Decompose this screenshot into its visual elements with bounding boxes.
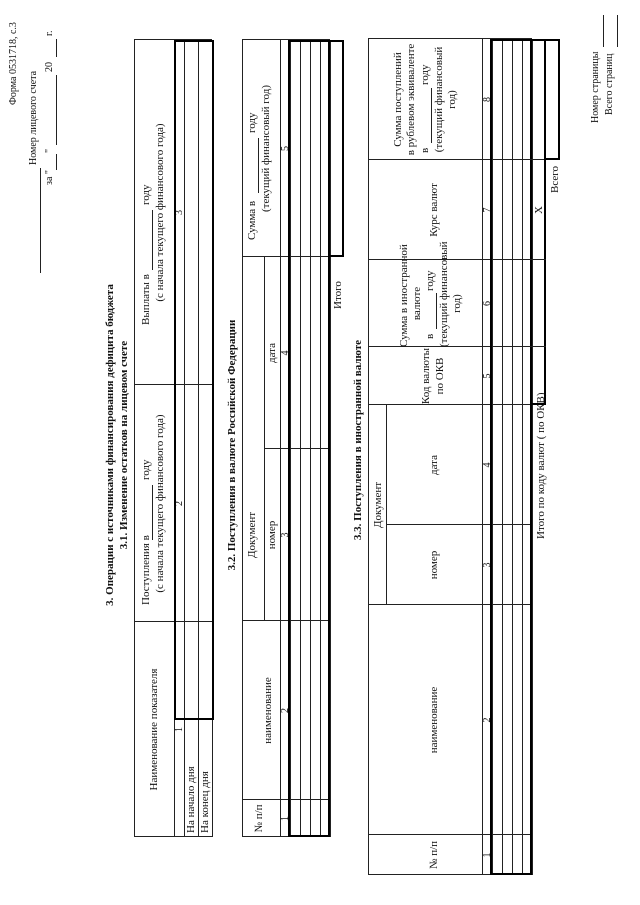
- total-pages-label: Всего страниц: [604, 53, 615, 115]
- t33-rub-l3b: году: [419, 64, 431, 85]
- t33-okv-l2: по ОКВ: [434, 357, 446, 395]
- t32-col-no: № п/п: [253, 804, 265, 833]
- t32-total-label: Итого: [332, 281, 344, 309]
- t31-num-3: 3: [174, 210, 185, 215]
- t33-num-7: 7: [482, 207, 493, 213]
- t31-col2-prefix: Поступления в: [140, 535, 152, 605]
- section-3-3-title: 3.3. Поступления в иностранной валюте: [352, 339, 364, 541]
- t33-total-okv-label: Итого по коду валют ( по ОКВ): [535, 392, 547, 539]
- t32-num-1: 1: [280, 816, 291, 821]
- year-suffix: г.: [44, 30, 55, 36]
- t33-rub-l5: год): [446, 90, 458, 109]
- t31-col-name-header: Наименование показателя: [148, 668, 160, 791]
- account-label: Номер лицевого счета: [28, 70, 39, 165]
- t33-data-area[interactable]: [490, 39, 532, 875]
- form-number: Форма 0531718, с.3: [8, 22, 19, 105]
- t33-num-5: 5: [482, 373, 493, 379]
- year-prefix: 20: [44, 62, 55, 72]
- t33-rub-l3a: в: [419, 147, 431, 153]
- t32-doc-header: Документ: [246, 511, 258, 559]
- t32-sum-prefix: Сумма в: [246, 200, 258, 240]
- t32-col-date: дата: [266, 342, 278, 364]
- t33-num-4: 4: [482, 462, 493, 468]
- t32-num-3: 3: [280, 532, 291, 538]
- t33-fx-l3a: в: [424, 333, 436, 339]
- t33-col-number: номер: [428, 550, 440, 580]
- t33-fx-l2: валюте: [411, 286, 423, 321]
- period-month-line[interactable]: [56, 75, 57, 145]
- t33-col-no: № п/п: [428, 840, 440, 870]
- t31-num-2: 2: [174, 501, 185, 506]
- t31-num-1: 1: [174, 727, 185, 732]
- t32-sum-suffix: году: [246, 112, 258, 133]
- page-number-label: Номер страницы: [590, 51, 601, 123]
- t32-col-name: наименование: [262, 677, 274, 744]
- t33-num-1: 1: [482, 852, 493, 858]
- section-3-2-title: 3.2. Поступления в валюте Российской Федерации: [226, 319, 238, 571]
- t33-doc-header: Документ: [372, 481, 384, 529]
- t31-col3-suffix: году: [140, 184, 152, 205]
- t33-rub-l2: в рублевом эквиваленте: [405, 43, 417, 156]
- t32-sum-note: (текущий финансовый год): [260, 85, 272, 212]
- t33-fx-l1: Сумма в иностранной: [398, 244, 410, 347]
- t33-fx-l3b: году: [424, 270, 436, 291]
- t33-total-all-label: Всего: [549, 166, 561, 193]
- t33-total-all-cell[interactable]: [544, 39, 560, 160]
- t33-fx-l5: год): [451, 294, 463, 313]
- t33-fx-l4: (текущий финансовый: [438, 241, 450, 347]
- t31-row-end: На конец дня: [199, 771, 211, 833]
- t33-okv-l1: Код валюты: [420, 347, 432, 405]
- t32-num-2: 2: [280, 708, 291, 713]
- t32-col-number: номер: [266, 520, 278, 550]
- page-number-line[interactable]: [603, 15, 604, 47]
- t31-col3-note: (с начала текущего финансового года): [154, 123, 166, 302]
- t33-num-3: 3: [482, 562, 493, 568]
- account-number-line[interactable]: [40, 168, 41, 273]
- total-pages-line[interactable]: [617, 15, 618, 47]
- t33-rub-l4: (текущий финансовый: [433, 46, 445, 153]
- t33-col-rate: Курс валют: [428, 183, 440, 237]
- t33-col-name: наименование: [428, 686, 440, 754]
- t32-total-cell[interactable]: [328, 40, 344, 257]
- t32-num-5: 5: [280, 146, 291, 151]
- period-year-line[interactable]: [56, 39, 57, 57]
- t32-data-area[interactable]: [288, 40, 330, 837]
- t33-col-date: дата: [428, 454, 440, 476]
- t33-num-8: 8: [482, 97, 493, 102]
- section-3-title: 3. Операции с источниками финансирования дефицита бюджета: [104, 284, 116, 606]
- t33-num-6: 6: [482, 301, 493, 306]
- t33-x-mark: Х: [533, 206, 545, 214]
- t31-col2-note: (с начала текущего финансового года): [154, 414, 166, 593]
- t31-col2-suffix: году: [140, 459, 152, 480]
- t31-col3-prefix: Выплаты в: [140, 274, 152, 325]
- period-prefix: за ": [44, 170, 55, 185]
- t31-row-start: На начало дня: [185, 766, 197, 833]
- t33-num-2: 2: [482, 717, 493, 723]
- period-mid: ": [44, 148, 55, 153]
- t31-data-area[interactable]: [174, 40, 214, 720]
- t32-num-4: 4: [280, 350, 291, 356]
- t33-rub-l1: Сумма поступлений: [392, 52, 404, 147]
- section-3-1-title: 3.1. Изменение остатков на лицевом счете: [118, 340, 130, 550]
- period-day-line[interactable]: [56, 154, 57, 170]
